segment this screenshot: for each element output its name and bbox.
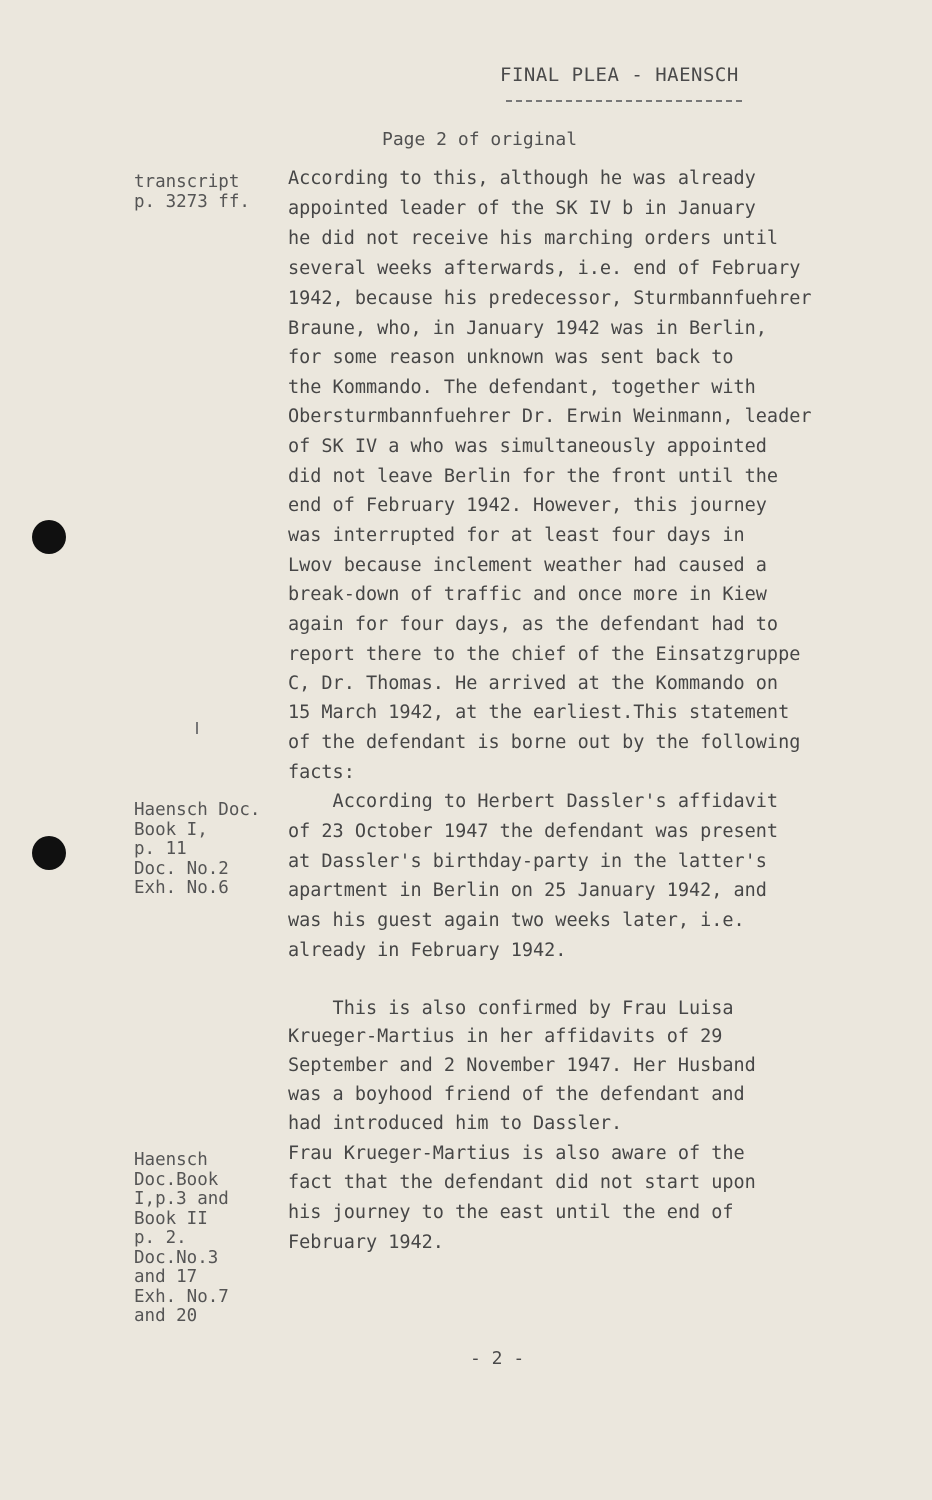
body-line: 15 March 1942, at the earliest.This statement: [288, 702, 790, 723]
title-underline: [506, 100, 742, 102]
body-line: facts:: [288, 762, 355, 783]
margin-note-transcript: transcript p. 3273 ff.: [134, 172, 250, 212]
body-line: of 23 October 1947 the defendant was present: [288, 821, 779, 842]
body-line: was his guest again two weeks later, i.e.: [288, 910, 745, 931]
body-line: 1942, because his predecessor, Sturmbannfuehrer: [288, 288, 812, 309]
margin-note-doc-book-2: Haensch Doc.Book I,p.3 and Book II p. 2. Doc.No.3 and 17 Exh. No.7 and 20: [134, 1150, 229, 1326]
page-number: - 2 -: [470, 1348, 525, 1369]
body-line: appointed leader of the SK IV b in January: [288, 198, 756, 219]
body-line: of the defendant is borne out by the following: [288, 732, 801, 753]
body-line: apartment in Berlin on 25 January 1942, and: [288, 880, 767, 901]
body-line: he did not receive his marching orders until: [288, 228, 779, 249]
body-line: Lwov because inclement weather had caused a: [288, 555, 767, 576]
body-line: already in February 1942.: [288, 940, 567, 961]
body-line: break-down of traffic and once more in Kiew: [288, 584, 767, 605]
body-line: again for four days, as the defendant had to: [288, 614, 779, 635]
body-line: Braune, who, in January 1942 was in Berlin,: [288, 318, 767, 339]
body-line: According to this, although he was already: [288, 168, 756, 189]
page-subtitle: Page 2 of original: [382, 129, 578, 150]
page-title: FINAL PLEA - HAENSCH: [500, 64, 739, 86]
body-line: at Dassler's birthday-party in the latter's: [288, 851, 767, 872]
body-line: of SK IV a who was simultaneously appointed: [288, 436, 767, 457]
body-line: C, Dr. Thomas. He arrived at the Kommando on: [288, 673, 779, 694]
body-line: the Kommando. The defendant, together with: [288, 377, 756, 398]
body-line: Frau Krueger-Martius is also aware of the: [288, 1143, 745, 1164]
margin-mark: [196, 722, 198, 734]
margin-note-doc-book-1: Haensch Doc. Book I, p. 11 Doc. No.2 Exh. No.6: [134, 800, 261, 898]
body-line: report there to the chief of the Einsatzgruppe: [288, 644, 801, 665]
body-line: did not leave Berlin for the front until the: [288, 466, 779, 487]
body-line: his journey to the east until the end of: [288, 1202, 734, 1223]
body-line: February 1942.: [288, 1232, 444, 1253]
body-line: was a boyhood friend of the defendant and: [288, 1084, 745, 1105]
body-line: This is also confirmed by Frau Luisa: [288, 998, 734, 1019]
body-line: end of February 1942. However, this journey: [288, 495, 767, 516]
body-line: had introduced him to Dassler.: [288, 1113, 623, 1134]
body-line: for some reason unknown was sent back to: [288, 347, 734, 368]
body-line: several weeks afterwards, i.e. end of February: [288, 258, 801, 279]
body-line: Obersturmbannfuehrer Dr. Erwin Weinmann, leader: [288, 406, 812, 427]
body-line: September and 2 November 1947. Her Husband: [288, 1055, 756, 1076]
body-line: Krueger-Martius in her affidavits of 29: [288, 1026, 723, 1047]
punch-hole-lower: [32, 836, 66, 870]
body-line: fact that the defendant did not start upon: [288, 1172, 756, 1193]
punch-hole-upper: [32, 520, 66, 554]
body-line: was interrupted for at least four days in: [288, 525, 745, 546]
body-line: According to Herbert Dassler's affidavit: [288, 791, 779, 812]
